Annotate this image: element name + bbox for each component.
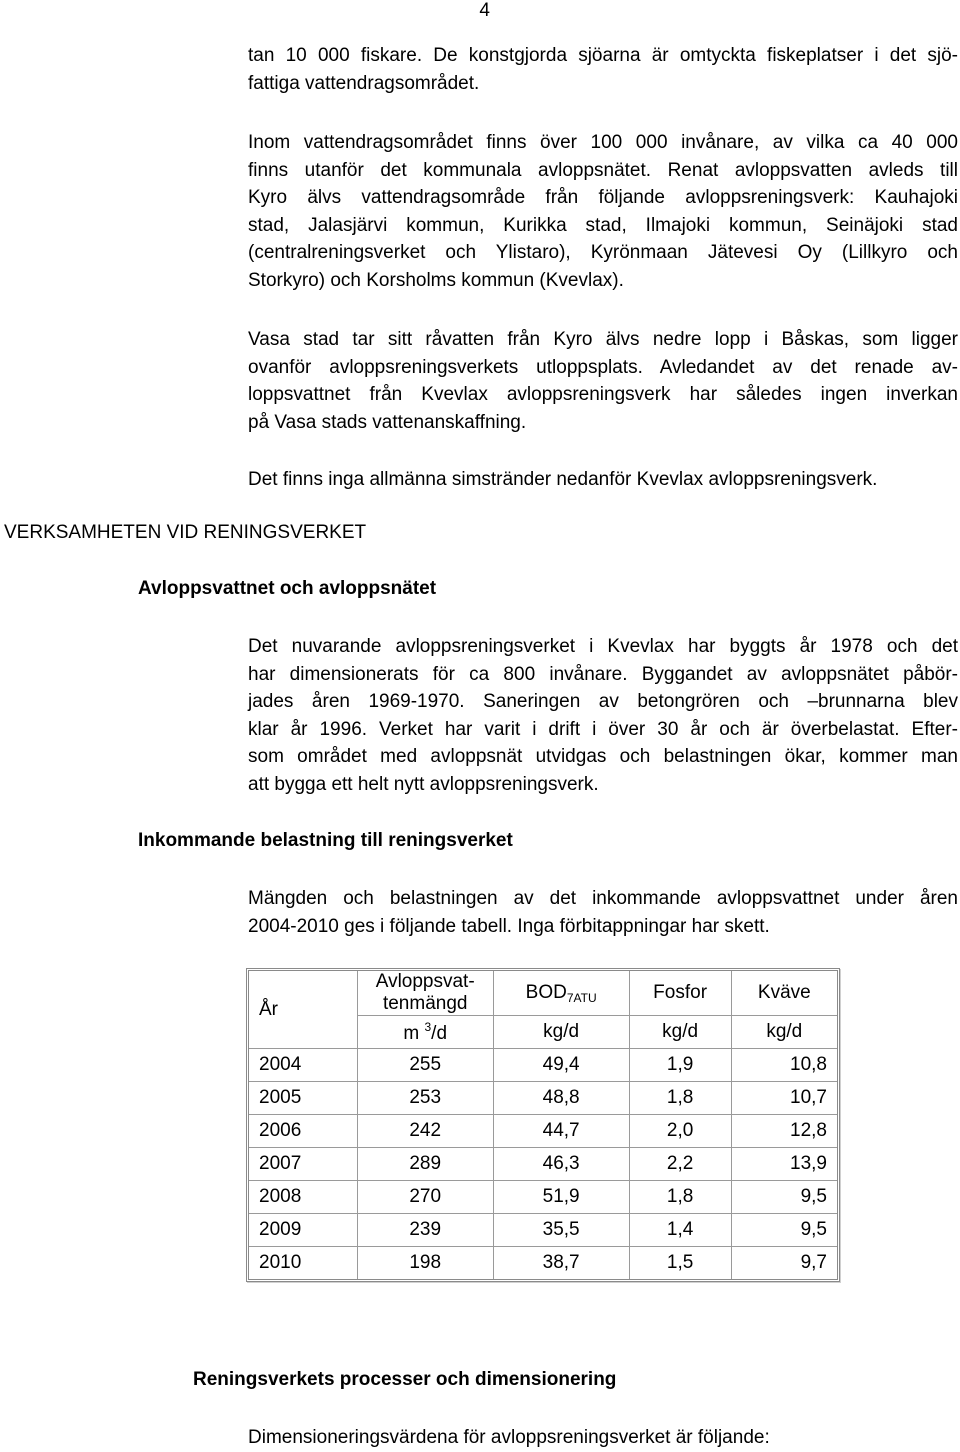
header-volume-line1: Avloppsvat- bbox=[375, 971, 475, 992]
text-line: loppsvattnet från Kvevlax avloppsreningsverk har således ingen inverkan bbox=[248, 384, 958, 405]
text-line: att bygga ett helt nytt avloppsreningsverk. bbox=[248, 773, 599, 795]
cell-nitrogen: 9,5 bbox=[732, 1181, 837, 1214]
text-line: tan 10 000 fiskare. De konstgjorda sjöarna är omtyckta fiskeplatser i det sjö- bbox=[248, 45, 958, 66]
cell-nitrogen: 9,7 bbox=[800, 1252, 827, 1273]
subheading-processes: Reningsverkets processer och dimensionering bbox=[193, 1369, 617, 1390]
header-year: År bbox=[249, 971, 358, 1049]
text-line: ovanför avloppsreningsverkets utloppsplats. Avledandet av det renade av- bbox=[248, 356, 958, 378]
text-line: Vasa stad tar sitt råvatten från Kyro älvs nedre lopp i Båskas, som ligger bbox=[248, 329, 958, 350]
unit-volume-sup: 3 bbox=[424, 1019, 432, 1034]
cell-phosphorus: 2,0 bbox=[630, 1115, 732, 1148]
text-line: har dimensionerats för ca 800 invånare. Byggandet av avloppsnätet påbör- bbox=[248, 663, 958, 685]
header-volume bbox=[358, 971, 494, 1016]
subheading-incoming-load: Inkommande belastning till reningsverket bbox=[138, 830, 513, 851]
cell-bod: 35,5 bbox=[494, 1214, 630, 1247]
paragraph-fishing bbox=[248, 42, 958, 97]
cell-nitrogen: 13,9 bbox=[732, 1148, 837, 1181]
cell-nitrogen: 10,8 bbox=[732, 1049, 837, 1082]
cell-year: 2010 bbox=[249, 1247, 358, 1279]
paragraph-plant-history bbox=[248, 633, 958, 798]
text-line: fattiga vattendragsområdet. bbox=[248, 72, 480, 94]
text-line: Kyro älvs vattendragsområde från följande avloppsreningsverk: Kauhajoki bbox=[248, 187, 958, 208]
text-line: Det finns inga allmänna simstränder nedanför Kvevlax avloppsreningsverk. bbox=[248, 469, 878, 490]
cell-volume: 270 bbox=[358, 1181, 494, 1214]
subheading-sewer-network: Avloppsvattnet och avloppsnätet bbox=[138, 578, 437, 599]
text-line: på Vasa stads vattenanskaffning. bbox=[248, 411, 527, 433]
cell-year: 2007 bbox=[249, 1148, 358, 1181]
table-header-row bbox=[249, 971, 837, 1016]
cell-year: 2005 bbox=[249, 1082, 358, 1115]
header-volume-line2: tenmängd bbox=[382, 993, 468, 1014]
paragraph-dimensioning bbox=[248, 1424, 958, 1452]
cell-phosphorus: 1,8 bbox=[630, 1181, 732, 1214]
cell-volume: 242 bbox=[358, 1115, 494, 1148]
cell-volume: 198 bbox=[358, 1247, 494, 1279]
cell-nitrogen: 10,7 bbox=[732, 1082, 837, 1115]
cell-nitrogen: 9,5 bbox=[732, 1214, 837, 1247]
table-row bbox=[249, 1181, 837, 1214]
cell-bod: 38,7 bbox=[494, 1247, 630, 1279]
text-line: Storkyro) och Korsholms kommun (Kvevlax). bbox=[248, 269, 624, 291]
cell-year: 2009 bbox=[249, 1214, 358, 1247]
unit-volume bbox=[358, 1016, 494, 1049]
table-row bbox=[249, 1247, 837, 1279]
page-number: 4 bbox=[479, 0, 490, 21]
cell-volume: 255 bbox=[358, 1049, 494, 1082]
text-line: finns utanför det kommunala avloppsnätet. Renat avloppsvatten avleds till bbox=[248, 159, 958, 181]
cell-bod: 48,8 bbox=[494, 1082, 630, 1115]
unit-bod: kg/d bbox=[494, 1016, 630, 1049]
cell-bod: 44,7 bbox=[494, 1115, 630, 1148]
text-line: stad, Jalasjärvi kommun, Kurikka stad, Ilmajoki kommun, Seinäjoki stad bbox=[248, 214, 958, 236]
cell-phosphorus: 1,4 bbox=[630, 1214, 732, 1247]
text-line: 2004-2010 ges i följande tabell. Inga förbitappningar har skett. bbox=[248, 915, 770, 937]
header-nitrogen: Kväve bbox=[732, 971, 837, 1016]
text-line: (centralreningsverket och Ylistaro), Kyrönmaan Jätevesi Oy (Lillkyro och bbox=[248, 242, 958, 263]
cell-bod: 51,9 bbox=[494, 1181, 630, 1214]
text-line: klar år 1996. Verket har varit i drift i över 30 år och är överbelastat. Efter- bbox=[248, 718, 958, 740]
paragraph-table-intro bbox=[248, 885, 958, 940]
cell-nitrogen: 12,8 bbox=[732, 1115, 837, 1148]
load-table bbox=[246, 968, 840, 1282]
cell-year: 2008 bbox=[249, 1181, 358, 1214]
cell-phosphorus: 1,9 bbox=[630, 1049, 732, 1082]
header-bod-main: BOD bbox=[525, 981, 567, 1003]
table-row bbox=[249, 1148, 837, 1181]
cell-bod: 49,4 bbox=[494, 1049, 630, 1082]
text-line: Mängden och belastningen av det inkommande avloppsvattnet under åren bbox=[248, 888, 958, 909]
text-line: Dimensioneringsvärdena för avloppsreningsverket är följande: bbox=[248, 1427, 770, 1448]
paragraph-beaches bbox=[248, 466, 958, 494]
paragraph-raw-water bbox=[248, 326, 958, 436]
unit-volume-rest: /d bbox=[431, 1022, 448, 1044]
paragraph-population bbox=[248, 129, 958, 294]
cell-year: 2004 bbox=[249, 1049, 358, 1082]
cell-volume: 253 bbox=[358, 1082, 494, 1115]
text-line: Det nuvarande avloppsreningsverket i Kvevlax har byggts år 1978 och det bbox=[248, 636, 958, 657]
cell-year: 2006 bbox=[249, 1115, 358, 1148]
header-bod-sub: 7ATU bbox=[566, 990, 597, 1005]
section-heading: VERKSAMHETEN VID RENINGSVERKET bbox=[4, 522, 367, 543]
header-phosphorus: Fosfor bbox=[630, 971, 732, 1016]
cell-phosphorus: 1,5 bbox=[630, 1247, 732, 1279]
unit-nitrogen: kg/d bbox=[732, 1016, 837, 1049]
table-row bbox=[249, 1115, 837, 1148]
cell-phosphorus: 2,2 bbox=[630, 1148, 732, 1181]
unit-phosphorus: kg/d bbox=[630, 1016, 732, 1049]
table-row bbox=[249, 1049, 837, 1082]
table-row bbox=[249, 1082, 837, 1115]
cell-volume: 239 bbox=[358, 1214, 494, 1247]
text-line: jades åren 1969-1970. Saneringen av betongrören och –brunnarna blev bbox=[248, 691, 958, 712]
text-line: som området med avloppsnät utvidgas och belastningen ökar, kommer man bbox=[248, 746, 958, 767]
cell-volume: 289 bbox=[358, 1148, 494, 1181]
unit-volume-base: m bbox=[403, 1022, 420, 1044]
header-bod bbox=[494, 971, 630, 1016]
cell-phosphorus: 1,8 bbox=[630, 1082, 732, 1115]
cell-bod: 46,3 bbox=[494, 1148, 630, 1181]
text-line: Inom vattendragsområdet finns över 100 000 invånare, av vilka ca 40 000 bbox=[248, 132, 958, 153]
table-row bbox=[249, 1214, 837, 1247]
